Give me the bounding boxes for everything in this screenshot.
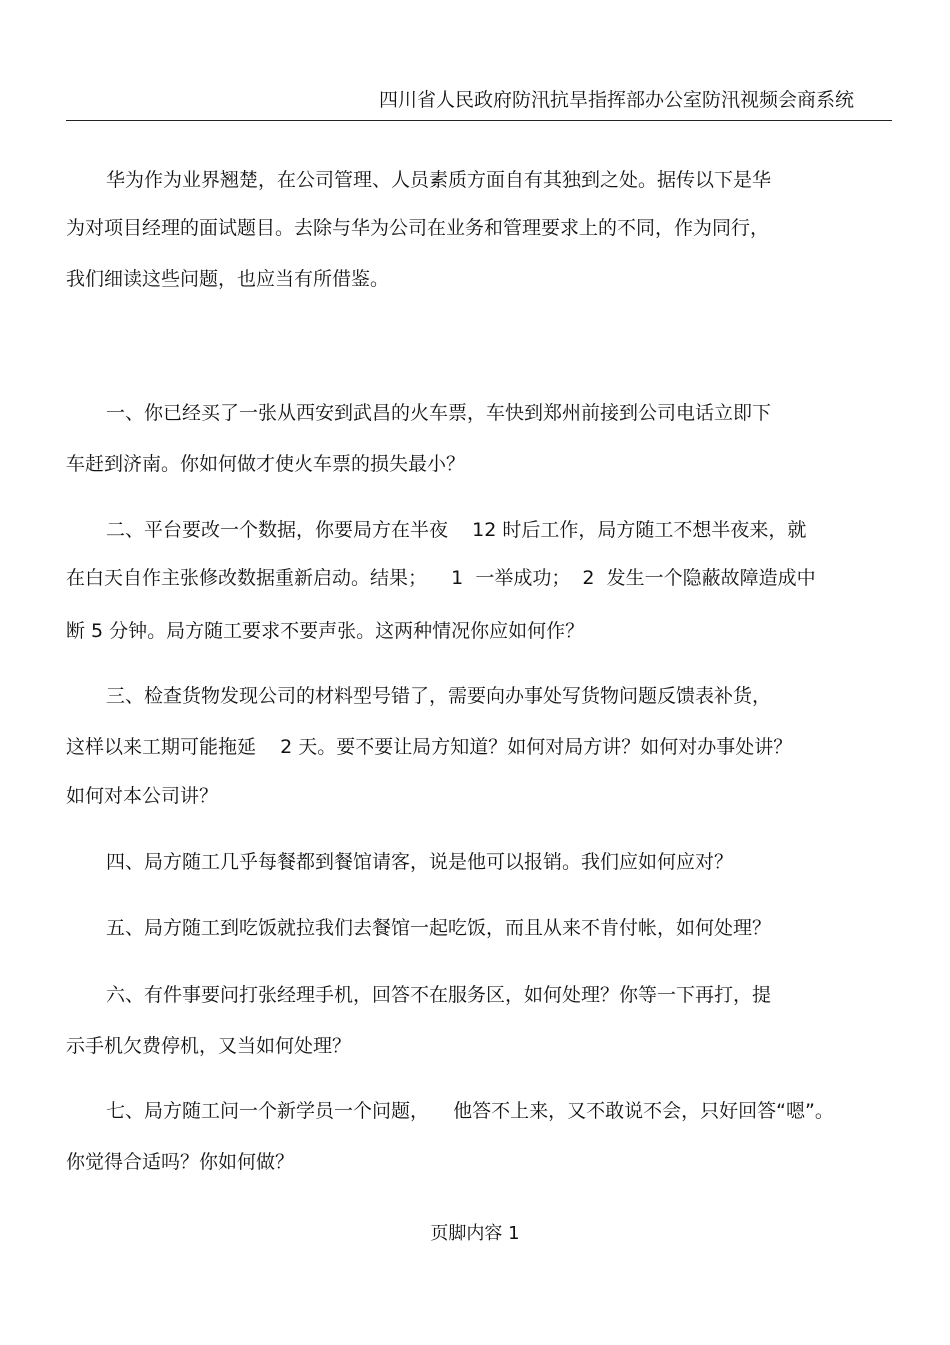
question-line: 在白天自作主张修改数据重新启动。结果； 1 一举成功； 2 发生一个隐蔽故障造成中: [66, 567, 816, 589]
question-line: 四、局方随工几乎每餐都到餐馆请客，说是他可以报销。我们应如何应对？: [106, 851, 734, 873]
question-line: 五、局方随工到吃饭就拉我们去餐馆一起吃饭，而且从来不肯付帐，如何处理？: [106, 917, 772, 939]
page-header: [66, 86, 892, 121]
page-footer: 页脚内容 1: [430, 1223, 520, 1244]
question-line: 这样以来工期可能拖延 2 天。要不要让局方知道？如何对局方讲？如何对办事处讲？: [66, 736, 793, 758]
question-line: 示手机欠费停机，又当如何处理？: [66, 1035, 352, 1057]
question-line: 断 5 分钟。局方随工要求不要声张。这两种情况你应如何作？: [66, 620, 585, 642]
question-line: 六、有件事要问打张经理手机，回答不在服务区，如何处理？你等一下再打，提: [106, 984, 772, 1006]
intro-line: 我们细读这些问题，也应当有所借鉴。: [66, 268, 390, 290]
intro-line: 为对项目经理的面试题目。去除与华为公司在业务和管理要求上的不同，作为同行，: [66, 217, 770, 239]
question-line: 三、检查货物发现公司的材料型号错了，需要向办事处写货物问题反馈表补货，: [106, 685, 772, 707]
header-title: 四川省人民政府防汛抗旱指挥部办公室防汛视频会商系统: [378, 89, 854, 111]
question-line: 车赶到济南。你如何做才使火车票的损失最小？: [66, 453, 466, 475]
question-line: 七、局方随工问一个新学员一个问题， 他答不上来，又不敢说不会，只好回答“嗯”。: [106, 1100, 834, 1122]
intro-line: 华为作为业界翘楚，在公司管理、人员素质方面自有其独到之处。据传以下是华: [106, 169, 772, 191]
question-line: 你觉得合适吗？你如何做？: [66, 1151, 295, 1173]
question-line: 一、你已经买了一张从西安到武昌的火车票，车快到郑州前接到公司电话立即下: [106, 402, 772, 424]
question-line: 二、平台要改一个数据，你要局方在半夜 12 时后工作，局方随工不想半夜来，就: [106, 519, 807, 541]
question-line: 如何对本公司讲？: [66, 785, 219, 807]
